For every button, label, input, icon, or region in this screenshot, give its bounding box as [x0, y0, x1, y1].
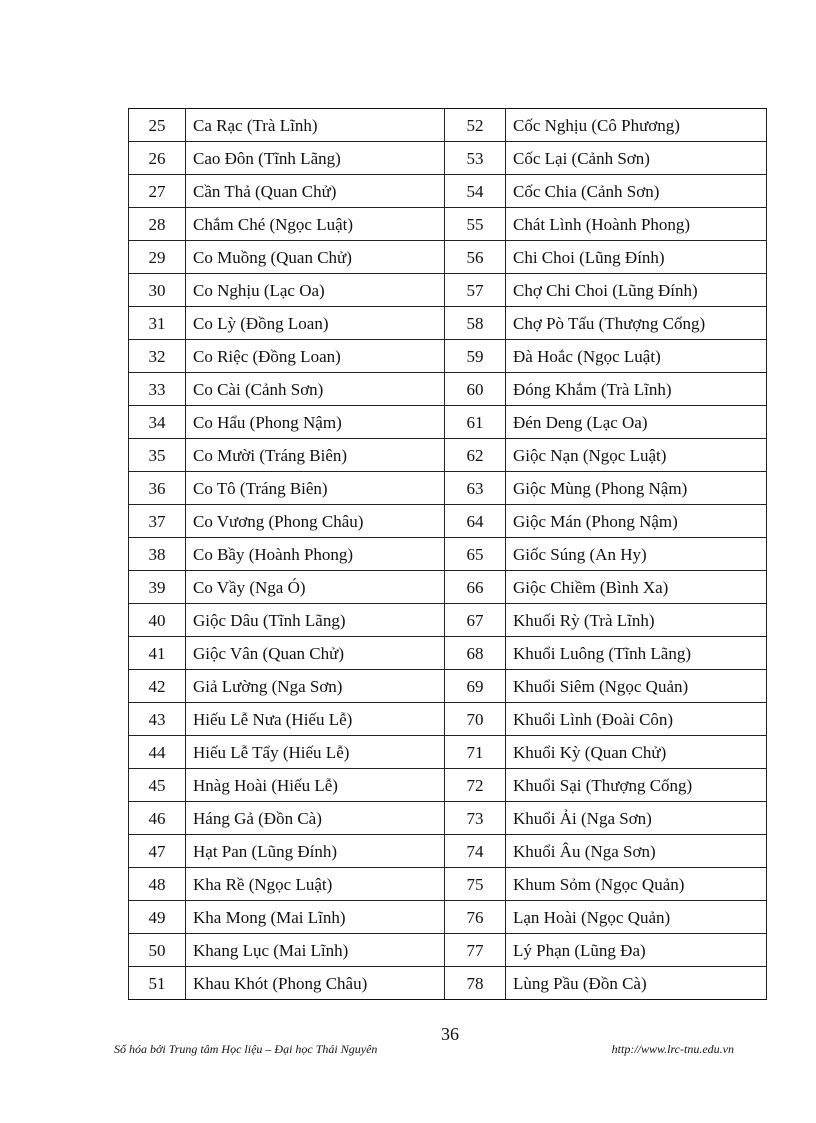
row-number: 78	[445, 967, 506, 1000]
table-row	[129, 703, 767, 736]
row-number: 59	[445, 340, 506, 373]
row-number: 72	[445, 769, 506, 802]
row-number: 65	[445, 538, 506, 571]
place-name: Khum Sỏm (Ngọc Quản)	[506, 868, 767, 901]
place-name: Co Hẩu (Phong Nậm)	[186, 406, 445, 439]
table-row	[129, 340, 767, 373]
row-number: 54	[445, 175, 506, 208]
row-number: 77	[445, 934, 506, 967]
table-row	[129, 373, 767, 406]
row-number: 67	[445, 604, 506, 637]
row-number: 25	[129, 109, 186, 142]
row-number: 27	[129, 175, 186, 208]
row-number: 36	[129, 472, 186, 505]
table-row	[129, 736, 767, 769]
row-number: 69	[445, 670, 506, 703]
table-row	[129, 406, 767, 439]
place-name: Chắm Ché (Ngọc Luật)	[186, 208, 445, 241]
place-name: Cần Thả (Quan Chử)	[186, 175, 445, 208]
row-number: 53	[445, 142, 506, 175]
place-name: Co Vầy (Nga Ó)	[186, 571, 445, 604]
row-number: 39	[129, 571, 186, 604]
row-number: 55	[445, 208, 506, 241]
row-number: 26	[129, 142, 186, 175]
place-name: Co Muồng (Quan Chử)	[186, 241, 445, 274]
table-row	[129, 109, 767, 142]
row-number: 43	[129, 703, 186, 736]
row-number: 58	[445, 307, 506, 340]
row-number: 35	[129, 439, 186, 472]
place-name: Khuổi Luông (Tĩnh Lãng)	[506, 637, 767, 670]
row-number: 73	[445, 802, 506, 835]
row-number: 37	[129, 505, 186, 538]
place-name: Kha Rề (Ngọc Luật)	[186, 868, 445, 901]
table-row	[129, 274, 767, 307]
place-name: Ca Rạc (Trà Lĩnh)	[186, 109, 445, 142]
table-row	[129, 241, 767, 274]
place-name: Hnàg Hoài (Hiếu Lễ)	[186, 769, 445, 802]
table-row	[129, 835, 767, 868]
row-number: 45	[129, 769, 186, 802]
page-number: 36	[441, 1024, 459, 1044]
place-name: Khuổi Âu (Nga Sơn)	[506, 835, 767, 868]
row-number: 66	[445, 571, 506, 604]
place-names-table	[128, 108, 767, 1000]
place-name: Đóng Khắm (Trà Lĩnh)	[506, 373, 767, 406]
row-number: 31	[129, 307, 186, 340]
row-number: 38	[129, 538, 186, 571]
row-number: 57	[445, 274, 506, 307]
place-name: Khuổi Lình (Đoài Côn)	[506, 703, 767, 736]
place-name: Giả Lường (Nga Sơn)	[186, 670, 445, 703]
place-name: Co Cài (Cảnh Sơn)	[186, 373, 445, 406]
row-number: 33	[129, 373, 186, 406]
table-row	[129, 934, 767, 967]
row-number: 47	[129, 835, 186, 868]
place-name: Chợ Chi Choi (Lũng Đính)	[506, 274, 767, 307]
row-number: 56	[445, 241, 506, 274]
row-number: 48	[129, 868, 186, 901]
place-name: Lạn Hoài (Ngọc Quản)	[506, 901, 767, 934]
row-number: 28	[129, 208, 186, 241]
place-name: Đà Hoắc (Ngọc Luật)	[506, 340, 767, 373]
row-number: 49	[129, 901, 186, 934]
place-name: Giộc Chiềm (Bình Xa)	[506, 571, 767, 604]
table-row	[129, 769, 767, 802]
row-number: 44	[129, 736, 186, 769]
place-name: Khuổi Sại (Thượng Cống)	[506, 769, 767, 802]
place-name: Co Tô (Tráng Biên)	[186, 472, 445, 505]
row-number: 32	[129, 340, 186, 373]
place-name: Khuối Rỳ (Trà Lĩnh)	[506, 604, 767, 637]
row-number: 76	[445, 901, 506, 934]
table-row	[129, 670, 767, 703]
place-name: Đén Deng (Lạc Oa)	[506, 406, 767, 439]
place-name: Giốc Súng (An Hy)	[506, 538, 767, 571]
table-row	[129, 868, 767, 901]
place-name: Co Bầy (Hoành Phong)	[186, 538, 445, 571]
row-number: 60	[445, 373, 506, 406]
row-number: 50	[129, 934, 186, 967]
place-name: Hạt Pan (Lũng Đính)	[186, 835, 445, 868]
footer-credit: Số hóa bởi Trung tâm Học liệu – Đại học Thái Nguyên	[114, 1042, 378, 1056]
row-number: 71	[445, 736, 506, 769]
table-row	[129, 637, 767, 670]
place-name: Co Riệc (Đồng Loan)	[186, 340, 445, 373]
place-name: Hiếu Lễ Tẩy (Hiếu Lễ)	[186, 736, 445, 769]
place-name: Giộc Dâu (Tĩnh Lãng)	[186, 604, 445, 637]
place-name: Khuổi Kỳ (Quan Chử)	[506, 736, 767, 769]
place-name: Cốc Nghịu (Cô Phương)	[506, 109, 767, 142]
row-number: 30	[129, 274, 186, 307]
place-name: Khang Lục (Mai Lĩnh)	[186, 934, 445, 967]
table-row	[129, 604, 767, 637]
row-number: 62	[445, 439, 506, 472]
place-name: Hiếu Lễ Nưa (Hiếu Lễ)	[186, 703, 445, 736]
footer-url: http://www.lrc-tnu.edu.vn	[611, 1042, 734, 1056]
row-number: 64	[445, 505, 506, 538]
place-name: Giộc Vân (Quan Chử)	[186, 637, 445, 670]
row-number: 46	[129, 802, 186, 835]
table-row	[129, 967, 767, 1000]
place-name: Cốc Lại (Cảnh Sơn)	[506, 142, 767, 175]
table-row	[129, 472, 767, 505]
table-row	[129, 307, 767, 340]
place-name: Lý Phạn (Lũng Đa)	[506, 934, 767, 967]
row-number: 40	[129, 604, 186, 637]
place-name: Kha Mong (Mai Lĩnh)	[186, 901, 445, 934]
place-name: Háng Gả (Đồn Cà)	[186, 802, 445, 835]
place-name: Cốc Chia (Cảnh Sơn)	[506, 175, 767, 208]
place-name: Lùng Pầu (Đồn Cà)	[506, 967, 767, 1000]
table-row	[129, 571, 767, 604]
place-name: Giộc Mán (Phong Nậm)	[506, 505, 767, 538]
place-name: Co Nghịu (Lạc Oa)	[186, 274, 445, 307]
table-row	[129, 901, 767, 934]
place-name: Cao Đôn (Tĩnh Lãng)	[186, 142, 445, 175]
table-row	[129, 208, 767, 241]
row-number: 51	[129, 967, 186, 1000]
row-number: 68	[445, 637, 506, 670]
place-name: Giộc Nạn (Ngọc Luật)	[506, 439, 767, 472]
place-name: Co Lỳ (Đồng Loan)	[186, 307, 445, 340]
place-name: Khuổi Ải (Nga Sơn)	[506, 802, 767, 835]
table-row	[129, 802, 767, 835]
row-number: 34	[129, 406, 186, 439]
place-name: Chợ Pò Tấu (Thượng Cống)	[506, 307, 767, 340]
place-name: Khau Khót (Phong Châu)	[186, 967, 445, 1000]
place-name: Giộc Mùng (Phong Nậm)	[506, 472, 767, 505]
row-number: 74	[445, 835, 506, 868]
place-name: Chát Lình (Hoành Phong)	[506, 208, 767, 241]
place-name: Co Mười (Tráng Biên)	[186, 439, 445, 472]
row-number: 52	[445, 109, 506, 142]
row-number: 41	[129, 637, 186, 670]
table-row	[129, 142, 767, 175]
row-number: 75	[445, 868, 506, 901]
table-row	[129, 175, 767, 208]
table-row	[129, 439, 767, 472]
place-name: Co Vương (Phong Châu)	[186, 505, 445, 538]
row-number: 61	[445, 406, 506, 439]
row-number: 63	[445, 472, 506, 505]
table-row	[129, 538, 767, 571]
row-number: 29	[129, 241, 186, 274]
row-number: 42	[129, 670, 186, 703]
table-row	[129, 505, 767, 538]
place-name: Chi Choi (Lũng Đính)	[506, 241, 767, 274]
place-name: Khuổi Siêm (Ngọc Quản)	[506, 670, 767, 703]
row-number: 70	[445, 703, 506, 736]
